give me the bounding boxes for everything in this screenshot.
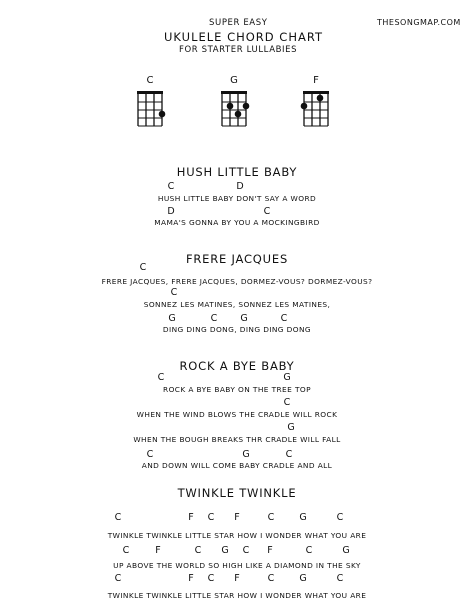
chord-label: C <box>210 313 218 324</box>
chord-label: C <box>267 573 275 584</box>
chord-label: C <box>242 545 250 556</box>
chord-nut <box>303 91 329 94</box>
chord-finger-dot <box>159 111 166 118</box>
chord-label: F <box>155 545 161 556</box>
lyric-line: FRERE JACQUES, FRERE JACQUES, DORMEZ-VOUS? DORMEZ-VOUS? <box>101 277 373 286</box>
chord-label: C <box>336 512 344 523</box>
chord-label: G <box>221 545 229 556</box>
lyric-line: TWINKLE TWINKLE LITTLE STAR HOW I WONDER WHAT YOU ARE <box>107 591 367 600</box>
site-name: THESONGMAP.COM <box>377 18 461 27</box>
chord-label: C <box>336 573 344 584</box>
chord-label: G <box>168 313 176 324</box>
chord-diagram-name: F <box>313 75 319 86</box>
chord-finger-dot <box>317 95 324 102</box>
chord-label: C <box>207 573 215 584</box>
page-subtitle: FOR STARTER LULLABIES <box>179 45 298 55</box>
chord-label: C <box>157 372 165 383</box>
chord-label: G <box>342 545 350 556</box>
chord-diagram-f <box>303 91 329 127</box>
lyric-line: DING DING DONG, DING DING DONG <box>162 325 312 334</box>
chord-label: C <box>114 573 122 584</box>
lyric-line: AND DOWN WILL COME BABY CRADLE AND ALL <box>141 461 333 470</box>
song-title: HUSH LITTLE BABY <box>176 165 298 179</box>
chord-label: C <box>263 206 271 217</box>
chord-label: G <box>287 422 295 433</box>
chord-label: C <box>167 181 175 192</box>
chord-label: G <box>283 372 291 383</box>
chord-label: F <box>267 545 273 556</box>
chord-finger-dot <box>235 111 242 118</box>
chord-finger-dot <box>301 103 308 110</box>
chord-label: C <box>280 313 288 324</box>
chord-nut <box>221 91 247 94</box>
chord-label: F <box>234 512 240 523</box>
chord-diagram-name: G <box>230 75 238 86</box>
chord-label: C <box>122 545 130 556</box>
chord-finger-dot <box>227 103 234 110</box>
chord-label: C <box>267 512 275 523</box>
chord-label: F <box>188 512 194 523</box>
lyric-line: WHEN THE BOUGH BREAKS THR CRADLE WILL FALL <box>133 435 341 444</box>
header-line-super-easy: SUPER EASY <box>209 18 268 28</box>
chord-finger-dot <box>243 103 250 110</box>
chord-label: F <box>188 573 194 584</box>
lyric-line: TWINKLE TWINKLE LITTLE STAR HOW I WONDER WHAT YOU ARE <box>107 531 367 540</box>
chord-label: G <box>240 313 248 324</box>
chord-label: G <box>299 512 307 523</box>
chord-label: G <box>299 573 307 584</box>
chord-label: C <box>283 397 291 408</box>
chord-label: C <box>207 512 215 523</box>
chord-diagram-c <box>137 91 163 127</box>
chord-label: D <box>167 206 175 217</box>
chord-label: C <box>285 449 293 460</box>
chord-label: F <box>234 573 240 584</box>
chord-label: C <box>194 545 202 556</box>
chord-label: D <box>236 181 244 192</box>
song-title: ROCK A BYE BABY <box>179 359 295 373</box>
song-title: TWINKLE TWINKLE <box>177 486 297 500</box>
lyric-line: MAMA'S GONNA BY YOU A MOCKINGBIRD <box>154 218 320 227</box>
lyric-line: UP ABOVE THE WORLD SO HIGH LIKE A DIAMOND IN THE SKY <box>113 561 361 570</box>
chord-label: C <box>170 287 178 298</box>
chord-label: C <box>305 545 313 556</box>
lyric-line: ROCK A BYE BABY ON THE TREE TOP <box>163 385 311 394</box>
page-title: UKULELE CHORD CHART <box>164 30 324 44</box>
lyric-line: HUSH LITTLE BABY DON'T SAY A WORD <box>157 194 317 203</box>
chord-label: C <box>139 262 147 273</box>
chord-label: C <box>114 512 122 523</box>
lyric-line: WHEN THE WIND BLOWS THE CRADLE WILL ROCK <box>136 410 338 419</box>
chord-label: C <box>146 449 154 460</box>
chord-diagram-g <box>221 91 247 127</box>
chord-diagram-name: C <box>146 75 154 86</box>
song-title: FRERE JACQUES <box>185 252 289 266</box>
chord-nut <box>137 91 163 94</box>
lyric-line: SONNEZ LES MATINES, SONNEZ LES MATINES, <box>143 300 331 309</box>
chord-label: G <box>242 449 250 460</box>
